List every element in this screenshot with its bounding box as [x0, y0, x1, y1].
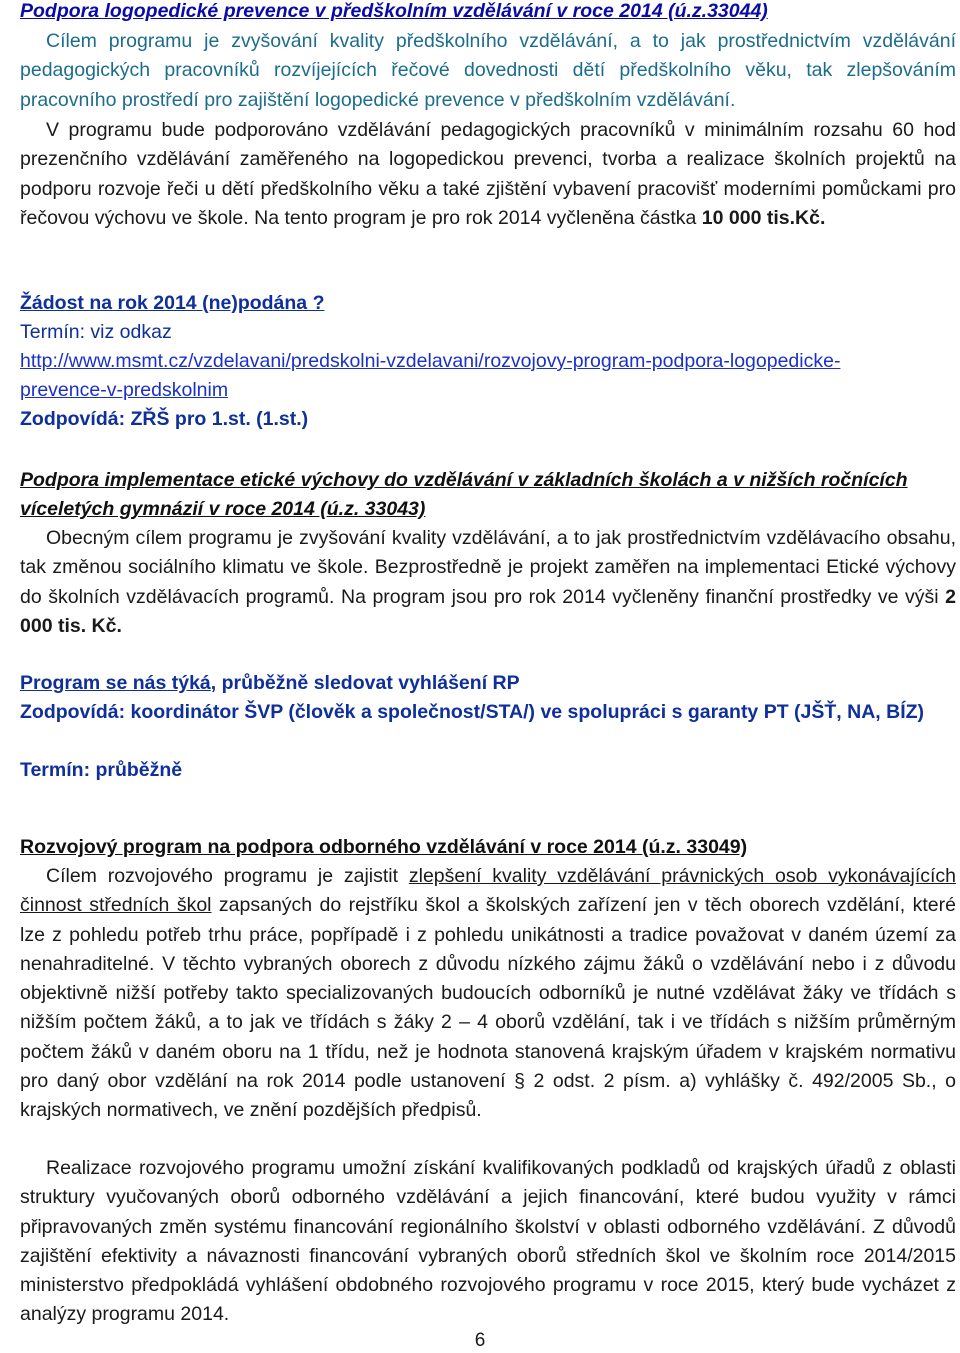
section1-heading: Podpora logopedické prevence v předškolním vzdělávání v roce 2014 (ú.z.33044) [20, 0, 768, 22]
section2-responsible: Zodpovídá: koordinátor ŠVP (člověk a společnost/STA/) ve spolupráci s garanty PT (JŠŤ, NA, BÍZ) [20, 701, 925, 723]
section1-request-status: Žádost na rok 2014 (ne)podána ? [20, 292, 325, 314]
section1-paragraph-1: Cílem programu je zvyšování kvality předškolního vzdělávání, a to jak prostřednictvím vzdělávání pedagogických pracovníků rozvíjejících řečové dovednosti dětí předškolního věku, tak zlepšováním pracovního prostředí pro zajištění logopedické prevence v předškolním vzdělávání. [20, 30, 956, 111]
section2-program-line [20, 669, 520, 698]
section1-amount: 10 000 tis.Kč. [701, 206, 826, 229]
section3-heading: Rozvojový program na podpora odborného vzdělávání v roce 2014 (ú.z. 33049) [20, 836, 748, 858]
section1-paragraph-2 [20, 116, 956, 233]
section2-paragraph-text: Obecným cílem programu je zvyšování kvality vzdělávání, a to jak prostřednictvím vzdělávacího obsahu, tak změnou sociálního klimatu ve škole. Bezprostředně je projekt zaměřen na implementaci Etické výchovy do školních vzdělávacích programů. Na program jsou pro rok 2014 vyčleněny finanční prostředky ve výši [20, 527, 956, 608]
page-number: 6 [474, 1330, 486, 1351]
msmt-program-link[interactable]: http://www.msmt.cz/vzdelavani/predskolni-vzdelavani/rozvojovy-program-podpora-logopedicke-prevence-v-predskolnim [20, 350, 841, 402]
section2-program-rest: , průběžně sledovat vyhlášení RP [210, 672, 520, 694]
section3-paragraph-1 [20, 862, 956, 1126]
program-applies-link[interactable]: Program se nás týká [20, 672, 211, 694]
section2-paragraph [20, 524, 956, 641]
section3-paragraph-1-start: Cílem rozvojového programu je zajistit [46, 865, 409, 887]
section1-term: Termín: viz odkaz [20, 321, 172, 343]
section3-paragraph-2: Realizace rozvojového programu umožní získání kvalifikovaných podkladů od krajských úřadů z oblasti struktury vyučovaných oborů odborného vzdělávání a jejich financování, které budou využity v rámci připravovaných změn systému financování regionálního školství v oblasti odborného vzdělávání. Z důvodů zajištění efektivity a návaznosti financování vybraných oborů středních škol ve školním roce 2014/2015 ministerstvo předpokládá vyhlášení obdobného rozvojového programu v roce 2015, který bude vycházet z analýzy programu 2014. [20, 1157, 956, 1326]
section1-responsible: Zodpovídá: ZŘŠ pro 1.st. (1.st.) [20, 408, 309, 430]
section2-term: Termín: průběžně [20, 759, 183, 781]
section2-heading: Podpora implementace etické výchovy do vzdělávání v základních školách a v nižších ročnících víceletých gymnázií v roce 2014 (ú.z. 33043) [20, 469, 908, 521]
section3-underlined-text: zlepšení kvality vzdělávání právnických osob vykonávajících činnost středních škol [20, 865, 956, 917]
section3-paragraph-1-rest: zapsaných do rejstříku škol a školských zařízení jen v těch oborech vzdělání, které lze z pohledu potřeb trhu práce, popřípadě i z pohledu unikátnosti a tradice považovat v daném území za nenahraditelné. V těchto vybraných oborech z důvodu nízkého zájmu žáků o vzdělávání nebo i z důvodu objektivně nižší potřeby takto specializovaných budoucích odborníků je nutné vzdělávat žáky ve třídách s nižším počtem žáků, a to jak ve třídách s žáky 2 – 4 oborů vzdělání, tak i ve třídách s nižším průměrným počtem žáků v daném oboru na 1 třídu, než je hodnota stanovená krajským úřadem v krajském normativu pro daný obor vzdělání na rok 2014 podle ustanovení § 2 odst. 2 písm. a) vyhlášky č. 492/2005 Sb., o krajských normativech, ve znění pozdějších předpisů. [20, 894, 956, 1122]
section2-amount: 2 000 tis. Kč. [20, 585, 956, 637]
section1-paragraph-2-text: V programu bude podporováno vzdělávání pedagogických pracovníků v minimálním rozsahu 60 hod prezenčního vzdělávání zaměřeného na logopedickou prevenci, tvorba a realizace školních projektů na podporu rozvoje řeči u dětí předškolního věku a také zjištění vybavení pracovišť moderními pomůckami pro řečovou výchovu ve škole. Na tento program je pro rok 2014 vyčleněna částka [20, 119, 956, 229]
section1-link-line [20, 347, 850, 406]
